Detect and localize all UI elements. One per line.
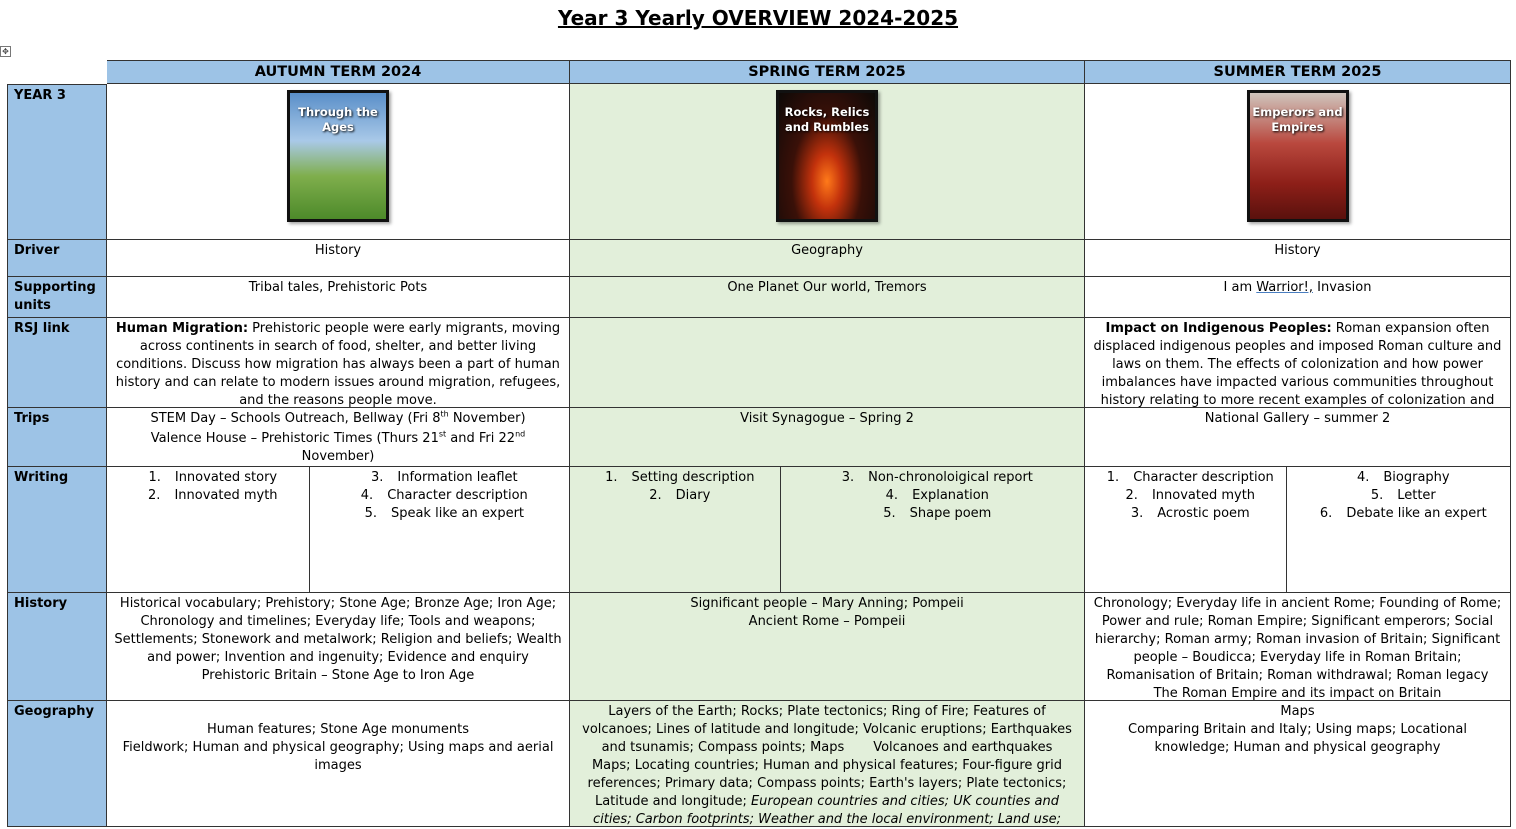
history-focus: The Roman Empire and its impact on Britain xyxy=(1153,686,1442,701)
geography-skills: Fieldwork; Human and physical geography; Using maps and aerial images xyxy=(122,740,554,773)
rsj-heading: Impact on Indigenous Peoples: xyxy=(1105,321,1332,336)
cover-title: Rocks, Relics and Rumbles xyxy=(784,105,870,134)
list-number: 3. xyxy=(1130,506,1144,521)
rsj-heading: Human Migration: xyxy=(115,321,249,336)
writing-list xyxy=(107,467,310,592)
driver-spring: Geography xyxy=(570,240,1085,277)
overview-table xyxy=(7,60,1511,827)
row-label-history: History xyxy=(7,593,107,701)
header-summer: SUMMER TERM 2025 xyxy=(1085,60,1511,84)
history-focus: Ancient Rome – Pompeii xyxy=(748,614,906,629)
cover-title: Through the Ages xyxy=(298,105,378,134)
list-number: 1. xyxy=(1106,470,1120,485)
list-text: Innovated story xyxy=(174,470,278,485)
list-text: Explanation xyxy=(912,488,989,503)
trips-spring: Visit Synagogue – Spring 2 xyxy=(570,408,1085,467)
supporting-autumn: Tribal tales, Prehistoric Pots xyxy=(107,277,570,318)
geography-autumn xyxy=(107,701,570,827)
trip-line: STEM Day – Schools Outreach, Bellway (Fri 8th November) xyxy=(150,409,526,426)
list-number: 4. xyxy=(1356,470,1370,485)
driver-autumn: History xyxy=(107,240,570,277)
history-summer xyxy=(1085,593,1511,701)
history-topics: Chronology; Everyday life in ancient Rome; Founding of Rome; Power and rule; Roman Empire; Significant emperors; Social hierarchy; Roman army; Roman invasion of Britain; Significant people – Boudicca; Everyday life in Roman Britain; Romanisation of Britain; Roman withdrawal; Roman legacy xyxy=(1093,596,1502,683)
writing-list-item xyxy=(113,487,303,505)
list-number: 2. xyxy=(649,488,662,503)
writing-spring xyxy=(570,467,1085,593)
cover-title: Emperors and Empires xyxy=(1252,105,1343,134)
list-number: 2. xyxy=(1125,488,1138,503)
rsj-summer xyxy=(1085,318,1511,408)
list-number: 3. xyxy=(370,470,384,485)
list-number: 1. xyxy=(148,470,161,485)
cover-cell-autumn xyxy=(107,84,570,240)
list-text: Character description xyxy=(387,488,528,503)
geography-topics: Maps xyxy=(1280,704,1315,719)
row-label-rsj: RSJ link xyxy=(7,318,107,408)
geography-skills: Comparing Britain and Italy; Using maps; Locational knowledge; Human and physical geography xyxy=(1128,722,1467,755)
supporting-summer xyxy=(1085,277,1511,318)
list-text: Acrostic poem xyxy=(1157,506,1250,521)
cover-image-through-the-ages xyxy=(287,90,389,222)
trips-autumn xyxy=(107,408,570,467)
history-topics: Historical vocabulary; Prehistory; Stone Age; Bronze Age; Iron Age; Chronology and timelines; Everyday life; Tools and weapons; Settlements; Stonework and metalwork; Religion and beliefs; Wealth and power; Invention and ingenuity; Evidence and enquiry xyxy=(114,596,562,665)
history-spring xyxy=(570,593,1085,701)
cover-cell-summer xyxy=(1085,84,1511,240)
list-number: 5. xyxy=(364,506,377,521)
list-text: Shape poem xyxy=(909,506,992,521)
list-text: Biography xyxy=(1383,470,1450,485)
row-label-driver: Driver xyxy=(7,240,107,277)
row-label-trips: Trips xyxy=(7,408,107,467)
geography-topics: Human features; Stone Age monuments xyxy=(206,722,470,737)
text: I am xyxy=(1223,280,1257,295)
list-number: 1. xyxy=(605,470,618,485)
table-move-handle-icon[interactable]: ✥ xyxy=(0,46,11,57)
writing-list-item xyxy=(1293,469,1504,487)
header-spring: SPRING TERM 2025 xyxy=(570,60,1085,84)
list-text: Speak like an expert xyxy=(390,506,525,521)
writing-autumn xyxy=(107,467,570,593)
trips-summer: National Gallery – summer 2 xyxy=(1085,408,1511,467)
list-text: Letter xyxy=(1397,488,1436,503)
rsj-autumn xyxy=(107,318,570,408)
list-number: 2. xyxy=(148,488,161,503)
list-text: Setting description xyxy=(631,470,755,485)
geography-skills: Maps; Locating countries; Human and physical features; Four-figure grid references; Primary data; Compass points; Earth's layers; Plate tectonics; Latitude and longitude; European countries and cities; UK counties and cities; Carbon footprints; Weather and the local environment; Land use; xyxy=(587,758,1067,827)
writing-list-item xyxy=(1091,505,1280,523)
list-text: Innovated myth xyxy=(174,488,278,503)
header-autumn: AUTUMN TERM 2024 xyxy=(107,60,570,84)
writing-list xyxy=(310,467,569,592)
writing-list-item xyxy=(316,505,563,523)
writing-list-item xyxy=(787,469,1078,487)
writing-list-item xyxy=(787,487,1078,505)
row-label-geography: Geography xyxy=(7,701,107,827)
supporting-spring: One Planet Our world, Tremors xyxy=(570,277,1085,318)
writing-list-item xyxy=(576,487,774,505)
history-focus: Prehistoric Britain – Stone Age to Iron Age xyxy=(201,668,475,683)
list-number: 5. xyxy=(1370,488,1384,503)
cover-image-emperors-and-empires xyxy=(1247,90,1349,222)
list-text: Innovated myth xyxy=(1151,488,1256,503)
rsj-text: Roman expansion often displaced indigenous peoples and imposed Roman culture and laws on them. The effects of colonization and how power imbalances have impacted various communities throughout history relating to more recent examples of colonization and xyxy=(1093,321,1502,408)
cover-cell-spring xyxy=(570,84,1085,240)
writing-list-item xyxy=(316,469,563,487)
writing-list-item xyxy=(1091,487,1280,505)
list-number: 3. xyxy=(841,470,855,485)
row-label-year: YEAR 3 xyxy=(7,84,107,240)
writing-list xyxy=(570,467,781,592)
writing-list-item xyxy=(113,469,303,487)
list-number: 4. xyxy=(360,488,374,503)
history-topics: Significant people – Mary Anning; Pompeii xyxy=(690,596,964,611)
list-text: Non-chronoloigical report xyxy=(868,470,1033,485)
table-corner xyxy=(7,60,107,84)
rsj-text: Prehistoric people were early migrants, moving across continents in search of food, shelter, and better living conditions. Discuss how migration has always been a part of human history and can relate to modern issues around migration, refugees, and the reasons people move. xyxy=(115,321,561,408)
writing-list-item xyxy=(1293,505,1504,523)
list-number: 5. xyxy=(883,506,896,521)
spellcheck-underlined-text: Warrior!, xyxy=(1256,280,1313,295)
list-text: Character description xyxy=(1133,470,1274,485)
geography-topics: Layers of the Earth; Rocks; Plate tectonics; Ring of Fire; Features of volcanoes; Lines of latitude and longitude; Volcanic eruptions; Earthquakes and tsunamis; Compass points; Maps Volcanoes and earthquakes xyxy=(582,704,1077,755)
writing-list-item xyxy=(1293,487,1504,505)
row-label-writing: Writing xyxy=(7,467,107,593)
list-number: 4. xyxy=(885,488,899,503)
trip-line: Valence House – Prehistoric Times (Thurs 21st and Fri 22nd November) xyxy=(150,429,526,464)
list-text: Information leaflet xyxy=(397,470,518,485)
geography-summer xyxy=(1085,701,1511,827)
row-label-supporting: Supporting units xyxy=(7,277,107,318)
cover-image-rocks-relics-rumbles xyxy=(776,90,878,222)
history-autumn xyxy=(107,593,570,701)
geography-spring xyxy=(570,701,1085,827)
writing-list-item xyxy=(787,505,1078,523)
writing-list-item xyxy=(576,469,774,487)
list-text: Debate like an expert xyxy=(1346,506,1487,521)
driver-summer: History xyxy=(1085,240,1511,277)
page-title: Year 3 Yearly OVERVIEW 2024-2025 xyxy=(557,6,959,30)
writing-list xyxy=(1287,467,1510,592)
list-text: Diary xyxy=(675,488,711,503)
rsj-spring xyxy=(570,318,1085,408)
writing-list-item xyxy=(316,487,563,505)
writing-list xyxy=(781,467,1084,592)
writing-summer xyxy=(1085,467,1511,593)
text: Invasion xyxy=(1313,280,1372,295)
list-number: 6. xyxy=(1319,506,1333,521)
writing-list-item xyxy=(1091,469,1280,487)
writing-list xyxy=(1085,467,1287,592)
